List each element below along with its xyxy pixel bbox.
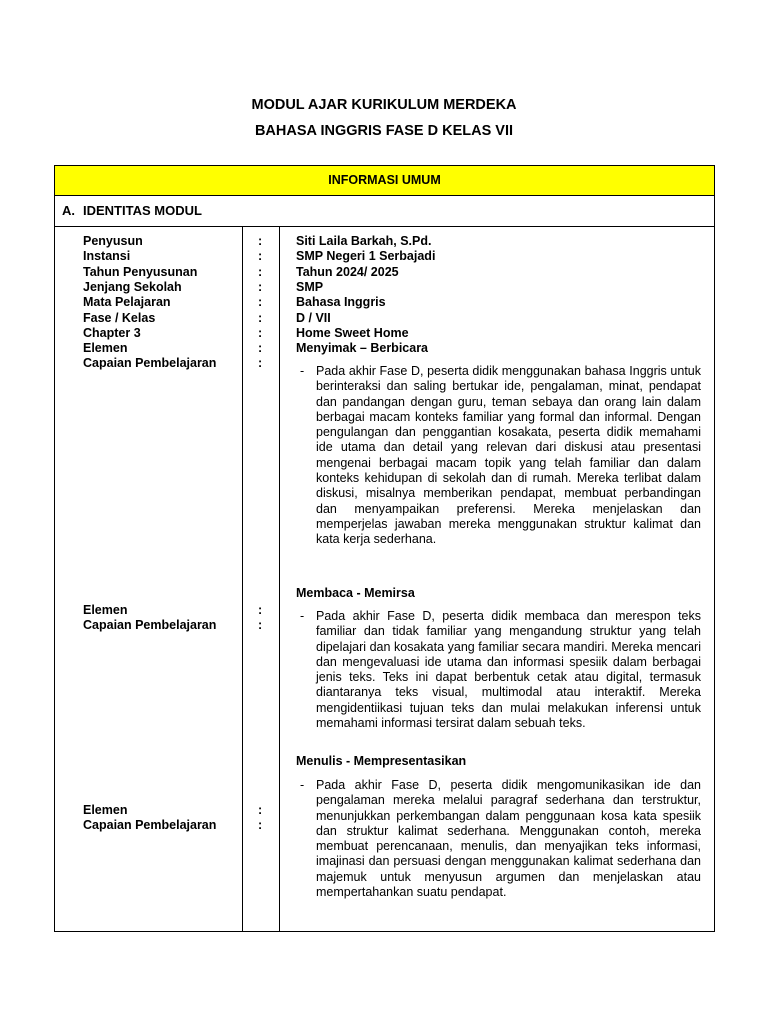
field-label-capaian: Capaian Pembelajaran [83, 356, 217, 371]
identitas-table [54, 165, 715, 932]
field-label-capaian-2: Capaian Pembelajaran [83, 618, 217, 633]
capaian-pembelajaran-2 [296, 609, 701, 731]
field-label-elemen-2: Elemen [83, 603, 128, 617]
field-value-elemen: Menyimak – Berbicara [296, 341, 429, 356]
elemen-heading-menulis: Menulis - Mempresentasikan [296, 754, 467, 768]
capaian-text-3: Pada akhir Fase D, peserta didik mengomunikasikan ide dan pengalaman mereka melalui paragraf sederhana dan terstruktur, menunjukkan perkembangan dalam penggunaan kosa kata spesiik dan struktur kalimat sederhana. Menggunakan contoh, mereka membuat perencanaan, menulis, dan menyajikan teks informasi, imajinasi dan persuasi dengan menggunakan kalimat sederhana dan majemuk untuk menyusun argumen dan menjelaskan atau mempertahankan suatu pendapat. [316, 778, 701, 900]
colon-separator: : [258, 325, 263, 340]
colon-separator: : [258, 249, 263, 264]
field-label-tahun: Tahun Penyusunan [83, 264, 198, 279]
colon-separator: : [258, 310, 263, 325]
column-divider-left [242, 227, 243, 931]
bullet-dash: - [300, 364, 305, 378]
field-value-mapel: Bahasa Inggris [296, 295, 386, 310]
column-divider-right [279, 227, 280, 931]
section-a-row [55, 196, 714, 227]
colon-separator: : [258, 803, 263, 817]
field-value-chapter: Home Sweet Home [296, 325, 409, 340]
capaian-text-2: Pada akhir Fase D, peserta didik membaca dan merespon teks familiar dan tidak familiar yang mengandung struktur yang telah dipelajari dan kosakata yang familiar secara mandiri. Mereka mencari dan mengevaluasi ide utama dan informasi spesiik dalam berbagai jenis teks. Teks ini dapat berbentuk cetak atau digital, termasuk diantaranya teks visual, multimodal atau interaktif. Mereka mengidentiikasi tujuan teks dan mulai melakukan inferensi untuk memahami informasi tersirat dalam sebuah teks. [316, 609, 701, 731]
field-value-instansi: SMP Negeri 1 Serbajadi [296, 249, 436, 264]
colon-separator: : [258, 295, 263, 310]
field-label-elemen: Elemen [83, 341, 128, 356]
field-value-penyusun: Siti Laila Barkah, S.Pd. [296, 234, 432, 248]
colon-separator: : [258, 603, 263, 617]
colon-separator: : [258, 279, 263, 294]
bullet-dash: - [300, 778, 305, 792]
document-subtitle: BAHASA INGGRIS FASE D KELAS VII [254, 123, 514, 139]
field-value-fase-kelas: D / VII [296, 310, 331, 325]
field-value-jenjang: SMP [296, 279, 324, 294]
section-letter: A. [62, 203, 75, 218]
field-label-chapter: Chapter 3 [83, 325, 141, 340]
document-title: MODUL AJAR KURIKULUM MERDEKA [251, 97, 517, 113]
field-label-penyusun: Penyusun [83, 234, 143, 248]
document-title-block [0, 92, 768, 144]
section-label: IDENTITAS MODUL [83, 203, 202, 218]
colon-separator: : [258, 341, 263, 356]
colon-separator: : [258, 818, 263, 833]
informasi-umum-header: INFORMASI UMUM [55, 166, 714, 196]
capaian-text-1: Pada akhir Fase D, peserta didik menggunakan bahasa Inggris untuk berinteraksi dan saling bertukar ide, pengalaman, minat, pendapat dan pandangan dengan guru, teman sebaya dan orang lain dalam berbagai macam konteks familiar yang formal dan informal. Dengan pengulangan dan penggantian kosakata, peserta didik memahami ide utama dan detail yang relevan dari diskusi atau presentasi mengenai berbagai macam topik yang telah familiar dan dalam konteks kehidupan di sekolah dan di rumah. Mereka terlibat dalam diskusi, misalnya memberikan pendapat, membuat perbandingan dan menyampaikan preferensi. Mereka menjelaskan dan memperjelas jawaban mereka menggunakan struktur kalimat dan kata kerja sederhana. [316, 364, 701, 547]
colon-separator: : [258, 356, 263, 371]
colon-separator: : [258, 264, 263, 279]
field-label-mapel: Mata Pelajaran [83, 295, 171, 310]
field-label-fase-kelas: Fase / Kelas [83, 310, 156, 325]
capaian-pembelajaran-1 [296, 364, 701, 548]
colon-separator: : [258, 618, 263, 633]
field-label-jenjang: Jenjang Sekolah [83, 279, 182, 294]
field-label-instansi: Instansi [83, 249, 131, 264]
field-label-elemen-3: Elemen [83, 803, 128, 817]
colon-separator: : [258, 234, 263, 248]
field-value-tahun: Tahun 2024/ 2025 [296, 264, 399, 279]
elemen-heading-membaca: Membaca - Memirsa [296, 586, 415, 600]
field-label-capaian-3: Capaian Pembelajaran [83, 818, 217, 833]
bullet-dash: - [300, 609, 305, 623]
capaian-pembelajaran-3 [296, 778, 701, 900]
